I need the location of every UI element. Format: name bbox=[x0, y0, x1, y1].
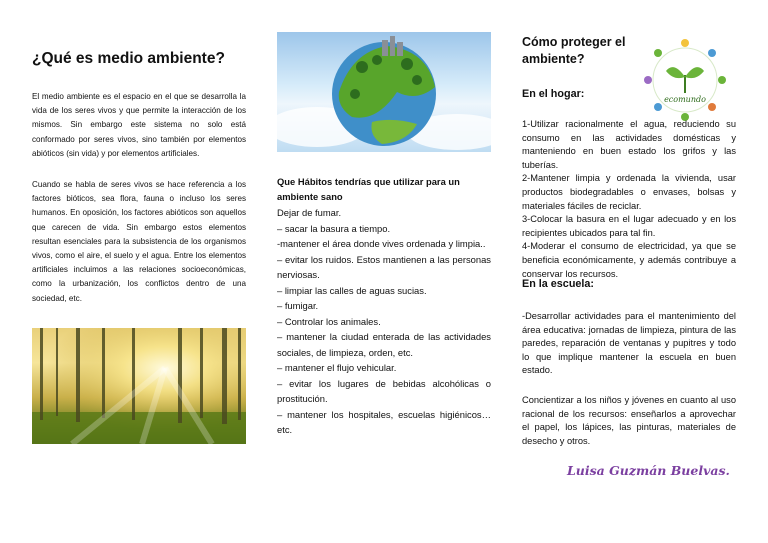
section-title-what-is: ¿Qué es medio ambiente? bbox=[32, 50, 225, 67]
green-earth-image bbox=[277, 32, 491, 152]
school-tips-paragraph: -Desarrollar actividades para el mantenimiento del área educativa: jornadas de limpieza, pintura de las paredes, reparación de ventanas y pupitres y todo lo que implique mantener la escuela en buen estado. bbox=[522, 311, 736, 376]
list-item: Dejar de fumar. bbox=[277, 207, 342, 218]
home-tips-text: 1-Utilizar racionalmente el agua, reduciendo su consumo en las actividades domésticas y manteniendo en buen estado los grifos y las tuberías. 2-Mantener limpia y ordenada la vivienda, usar productos biodegradables o envases, bolsas y materiales fáciles de reciclar. 3-Colocar la basura en el lugar adecuado y en los recipientes ubicados para tal fin. 4-Moderar el consumo de electricidad, ya que se beneficia económicamente, y además contribuye a conservar los recursos. bbox=[522, 119, 736, 279]
section-title-protect: Cómo proteger el ambiente? bbox=[522, 35, 626, 66]
heading-home: En el hogar: bbox=[522, 88, 585, 100]
school-awareness-paragraph: Concientizar a los niños y jóvenes en cuanto al uso racional de los recursos: enseñarlos a aprovechar el papel, los lápices, las pinturas, materiales de desecho y otros. bbox=[522, 395, 736, 446]
habits-list bbox=[277, 205, 491, 438]
list-item: – mantener los hospitales, escuelas higiénicos…etc. bbox=[277, 408, 491, 435]
list-item: – mantener el flujo vehicular. bbox=[277, 362, 397, 373]
list-item: – evitar los lugares de bebidas alcohólicas o prostitución. bbox=[277, 377, 491, 404]
paragraph-factors: Cuando se habla de seres vivos se hace referencia a los factores bióticos, sea flora, fauna o incluso los seres humanos. En oposición, los factores abióticos son aquellos que carecen de vida. Sin embargo estos elementos resultan esenciales para la subsistencia de los organismos vivos, como el aire, el suelo y el agua. Entre los elementos artificiales incluimos a las relaciones socioeconómicas, como la urbanización, los conflictos dentro de una sociedad, etc. bbox=[32, 180, 246, 303]
list-item: – sacar la basura a tiempo. bbox=[277, 222, 391, 234]
paragraph-definition: El medio ambiente es el espacio en el que se desarrolla la vida de los seres vivos y que permite la interacción de los mismos. Sin embargo este sistema no solo está conformado por seres vivos, sino también por elementos abióticos (sin vida) y por elementos artificiales. bbox=[32, 92, 246, 158]
forest-sunlight-image bbox=[32, 328, 246, 444]
list-item: -mantener el área donde vives ordenada y limpia.. bbox=[277, 238, 486, 249]
author-signature: Luisa Guzmán Buelvas. bbox=[567, 463, 730, 478]
heading-school: En la escuela: bbox=[522, 278, 595, 290]
list-item: – Controlar los animales. bbox=[277, 315, 381, 327]
list-item: – limpiar las calles de aguas sucias. bbox=[277, 284, 427, 296]
list-item: – mantener la ciudad enterada de las actividades sociales, de limpieza, orden, etc. bbox=[277, 331, 491, 358]
list-item: – fumigar. bbox=[277, 300, 319, 311]
list-item: – evitar los ruidos. Estos mantienen a las personas nerviosas. bbox=[277, 253, 491, 280]
habits-question: Que Hábitos tendrías que utilizar para un ambiente sano bbox=[277, 176, 460, 202]
ecomundo-logo bbox=[640, 35, 730, 125]
logo-text: ecomundo bbox=[664, 95, 706, 104]
